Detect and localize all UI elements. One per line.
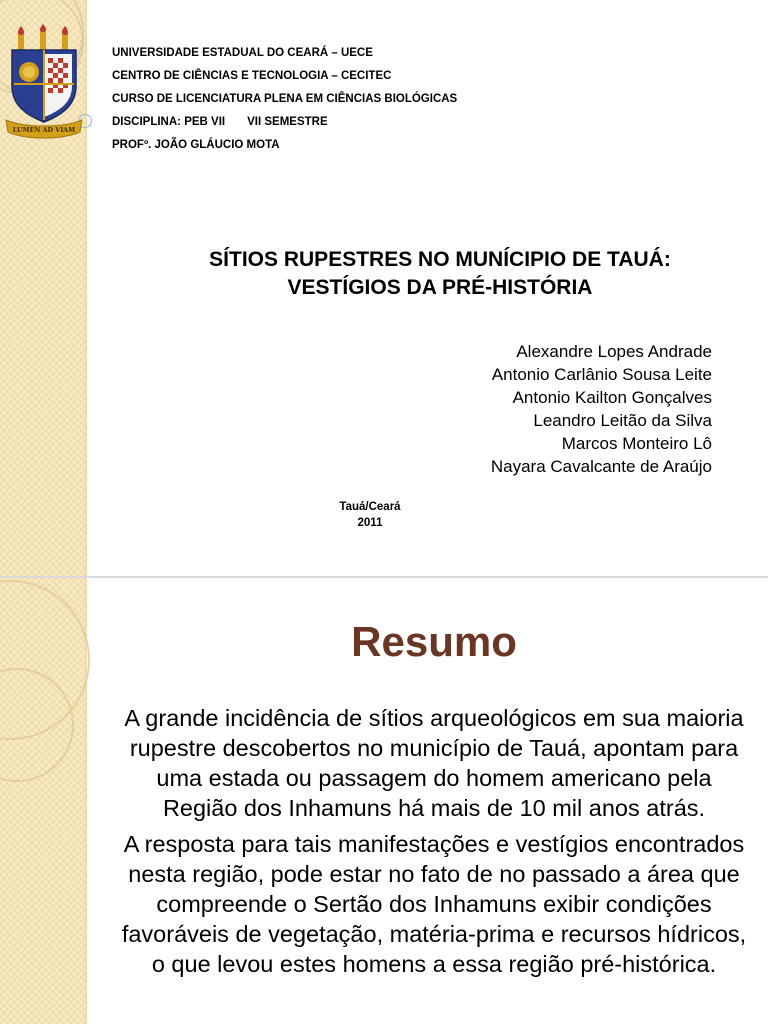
abstract-body [120, 703, 748, 985]
abstract-paragraph: A grande incidência de sítios arqueológicos em sua maioria rupestre descobertos no município de Tauá, apontam para uma estada ou passagem do homem americano pela Região dos Inhamuns há mais de 10 mil anos atrás. [124, 705, 744, 821]
author-name: Antonio Kailton Gonçalves [512, 388, 712, 407]
decorative-divider [85, 0, 87, 576]
author-name: Marcos Monteiro Lô [561, 434, 712, 453]
crest-motto: LUMEN AD VIAM [12, 126, 76, 134]
slide-resumo [0, 578, 768, 1024]
title-line-1: SÍTIOS RUPESTRES NO MUNÍCIPIO DE TAUÁ: [209, 248, 671, 271]
year: 2011 [357, 517, 383, 529]
abstract-paragraph: A resposta para tais manifestações e vestígios encontrados nesta região, pode estar no fato de no passado a área que compreende o Sertão dos Inhamuns exibir condições favoráveis de vegetação, matéria-prima e recursos hídricos, o que levou estes homens a essa região pré-histórica. [121, 831, 747, 977]
author-name: Leandro Leitão da Silva [533, 411, 712, 430]
presentation-title [100, 246, 768, 302]
place: Tauá/Ceará [339, 501, 401, 513]
institution-header [112, 42, 457, 157]
professor-name: PROFº. JOÃO GLÁUCIO MOTA [112, 139, 280, 151]
university-name: UNIVERSIDADE ESTADUAL DO CEARÁ – UECE [112, 47, 373, 59]
author-name: Nayara Cavalcante de Araújo [490, 457, 712, 476]
title-line-2: VESTÍGIOS DA PRÉ-HISTÓRIA [287, 276, 593, 299]
author-name: Antonio Carlânio Sousa Leite [491, 365, 712, 384]
semester: VII SEMESTRE [247, 116, 328, 128]
course-name: CURSO DE LICENCIATURA PLENA EM CIÊNCIAS BIOLÓGICAS [112, 93, 458, 105]
author-name: Alexandre Lopes Andrade [516, 342, 712, 361]
place-and-date [300, 499, 440, 531]
author-list [491, 340, 712, 478]
discipline-line [112, 111, 457, 134]
section-title: Resumo [351, 618, 517, 665]
center-name: CENTRO DE CIÊNCIAS E TECNOLOGIA – CECITEC [112, 70, 392, 82]
discipline-name: DISCIPLINA: PEB VII [112, 116, 226, 128]
university-crest-logo [4, 24, 84, 142]
